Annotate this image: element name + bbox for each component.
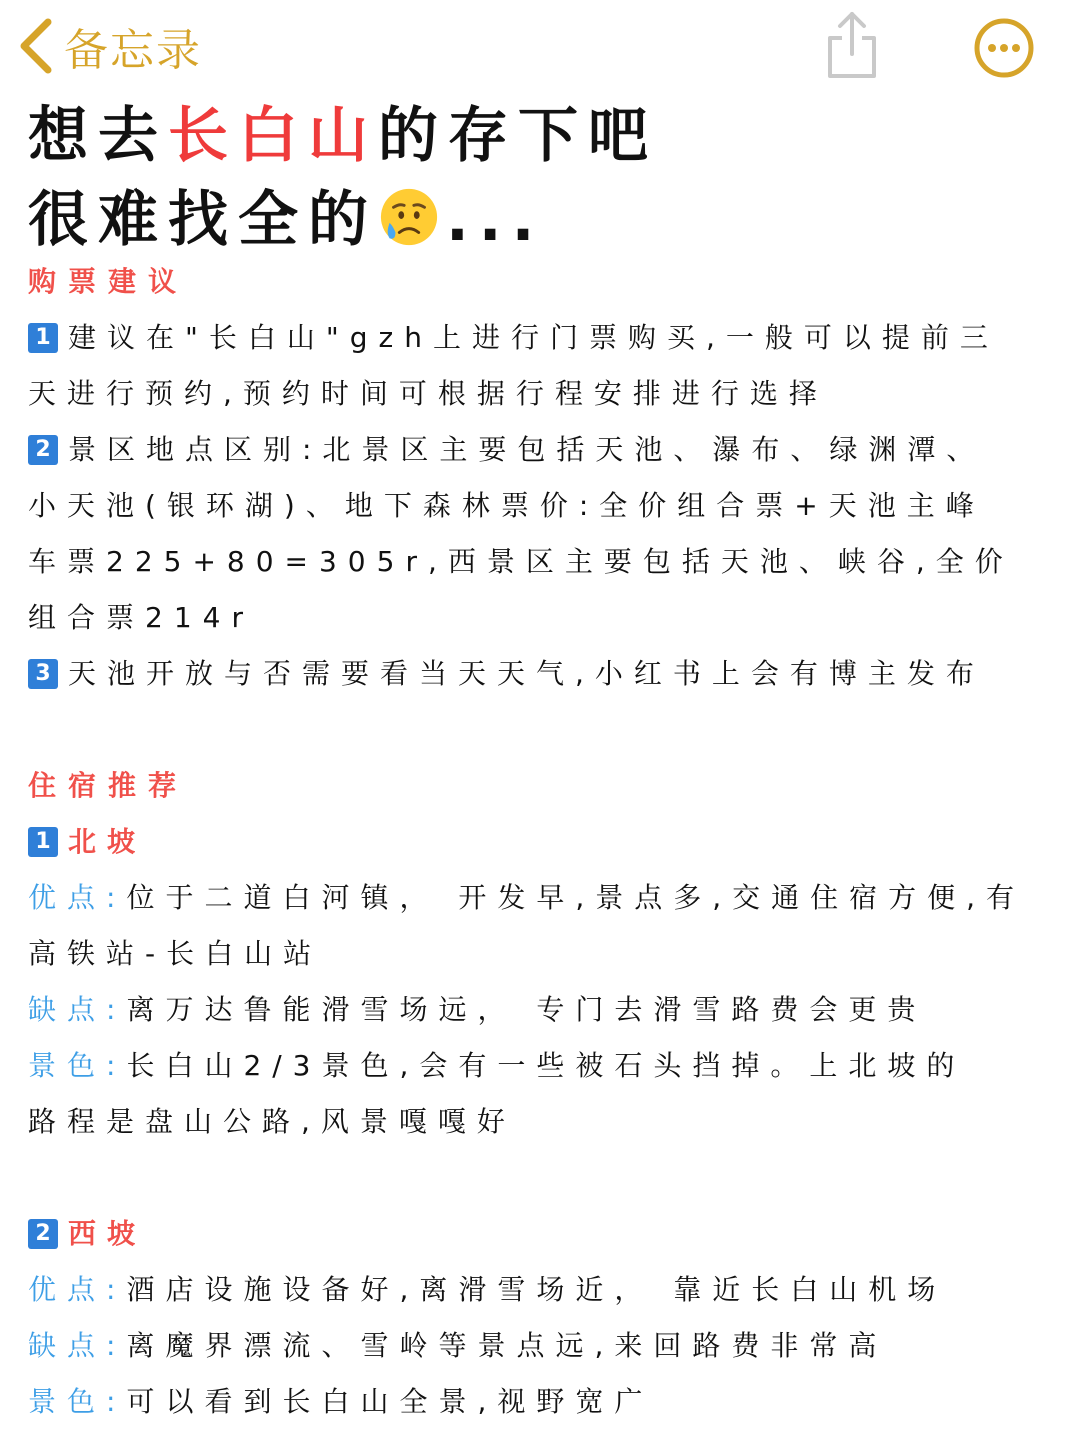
pros-label: 优点: (28, 1273, 127, 1306)
title-line2 (28, 185, 544, 255)
number-badge: 2 (28, 1219, 58, 1249)
area-name: 北坡 (68, 825, 147, 858)
cons-label: 缺点: (28, 1329, 127, 1362)
area-heading-west (28, 1206, 1058, 1262)
more-icon (972, 16, 1036, 80)
navigation-bar (0, 0, 1080, 96)
title-highlight: 长白山 (168, 101, 378, 171)
title-ellipsis: ... (446, 185, 545, 255)
item-text: 景区地点区别:北景区主要包括天池、瀑布、绿渊潭、 (68, 433, 986, 466)
sad-face-emoji-icon (378, 186, 440, 248)
view-text: 长白山2/3景色,会有一些被石头挡掉。上北坡的 (126, 1049, 966, 1082)
item-text: 建议在"长白山"gzh上进行门票购买,一般可以提前三 (68, 321, 999, 354)
chevron-left-icon (18, 18, 54, 74)
area-heading-north (28, 814, 1058, 870)
item-text: 天池开放与否需要看当天天气,小红书上会有博主发布 (68, 657, 985, 690)
more-options-button[interactable] (972, 16, 1036, 80)
pros-line (28, 1262, 1058, 1318)
number-badge: 1 (28, 323, 58, 353)
back-label: 备忘录 (64, 25, 202, 76)
item-text-line: 组合票214r (28, 601, 254, 634)
view-label: 景色: (28, 1385, 127, 1418)
cons-line (28, 982, 1058, 1038)
ticket-item (28, 422, 1058, 478)
area-name: 西坡 (68, 1217, 147, 1250)
number-badge: 2 (28, 435, 58, 465)
number-badge: 1 (28, 827, 58, 857)
item-text-line: 天进行预约,预约时间可根据行程安排进行选择 (28, 377, 828, 410)
pros-text: 位于二道白河镇， 开发早,景点多,交通住宿方便,有 (126, 881, 1026, 914)
section-heading-tickets: 购票建议 (28, 265, 189, 298)
view-line (28, 1038, 1058, 1094)
cons-text: 离万达鲁能滑雪场远， 专门去滑雪路费会更贵 (126, 993, 927, 1026)
view-text: 可以看到长白山全景,视野宽广 (126, 1385, 654, 1418)
cons-label: 缺点: (28, 993, 127, 1026)
pros-label: 优点: (28, 881, 127, 914)
ticket-item (28, 310, 1058, 366)
back-button[interactable] (18, 14, 202, 78)
title-text: 很难找全的 (28, 185, 378, 255)
number-badge: 3 (28, 659, 58, 689)
pros-text-line: 高铁站-长白山站 (28, 937, 323, 970)
cons-line (28, 1318, 1058, 1374)
spacer (28, 702, 1058, 758)
section-heading-lodging: 住宿推荐 (28, 769, 189, 802)
share-icon (820, 10, 884, 82)
title-line1 (28, 101, 658, 171)
pros-line (28, 870, 1058, 926)
title-text: 的存下吧 (378, 101, 658, 171)
spacer (28, 1150, 1058, 1206)
item-text-line: 小天池(银环湖)、地下森林票价:全价组合票+天池主峰 (28, 489, 985, 522)
view-text-line: 路程是盘山公路,风景嘎嘎好 (28, 1105, 516, 1138)
view-label: 景色: (28, 1049, 127, 1082)
ticket-item (28, 646, 1058, 702)
title-text: 想去 (28, 101, 168, 171)
cons-text: 离魔界漂流、雪岭等景点远,来回路费非常高 (126, 1329, 888, 1362)
share-button[interactable] (820, 10, 884, 82)
pros-text: 酒店设施设备好,离滑雪场近， 靠近长白山机场 (126, 1273, 947, 1306)
item-text-line: 车票225+80=305r,西景区主要包括天池、峡谷,全价 (28, 545, 1014, 578)
view-line (28, 1374, 1058, 1430)
note-body (28, 254, 1058, 1430)
note-title (28, 94, 1068, 262)
